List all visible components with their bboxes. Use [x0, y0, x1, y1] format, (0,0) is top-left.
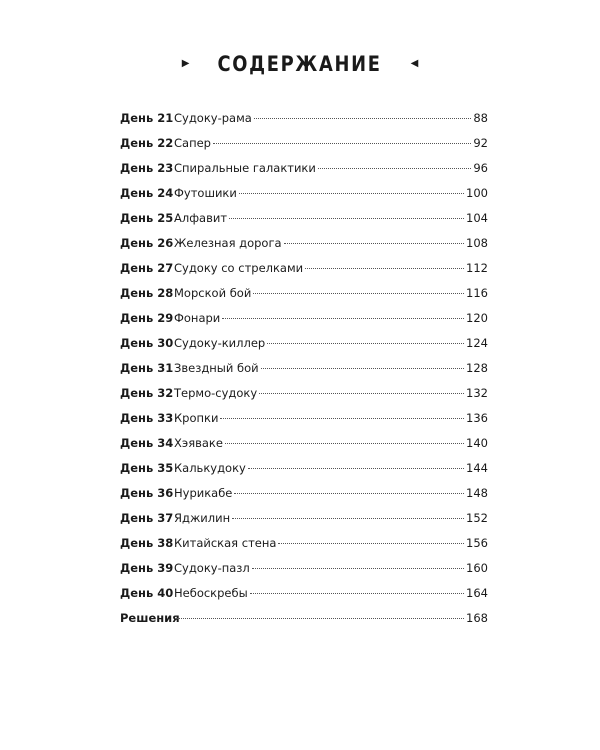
toc-page-number: 104 [466, 211, 488, 225]
toc-entry-title: Судоку-рама [174, 111, 252, 125]
toc-page-number: 112 [466, 261, 488, 275]
triangle-left-icon: ◀ [410, 58, 419, 69]
toc-day-label: День 27 [120, 261, 174, 275]
page-title: СОДЕРЖАНИЕ [217, 52, 383, 76]
toc-day-label: День 22 [120, 136, 174, 150]
toc-day-label: День 36 [120, 486, 174, 500]
toc-day-label: День 30 [120, 336, 174, 350]
dot-leader [220, 418, 464, 419]
dot-leader [318, 168, 472, 169]
toc-entry[interactable] [120, 581, 488, 606]
toc-entry-title: Сапер [174, 136, 211, 150]
toc-page-number: 160 [466, 561, 488, 575]
toc-entry[interactable] [120, 356, 488, 381]
toc-entry-title: Железная дорога [174, 236, 282, 250]
toc-page-number: 152 [466, 511, 488, 525]
toc-page-number: 116 [466, 286, 488, 300]
toc-day-label: День 28 [120, 286, 174, 300]
dot-leader [252, 568, 464, 569]
toc-page-number: 96 [473, 161, 488, 175]
toc-entry-title: Небоскребы [174, 586, 248, 600]
toc-entry-title: Калькудоку [174, 461, 246, 475]
dot-leader [176, 618, 464, 619]
toc-entry[interactable] [120, 181, 488, 206]
toc-entry[interactable] [120, 406, 488, 431]
toc-entry-solutions[interactable] [120, 606, 488, 631]
toc-page-number: 120 [466, 311, 488, 325]
toc-day-label: День 26 [120, 236, 174, 250]
toc-day-label: День 40 [120, 586, 174, 600]
toc-entry-title: Термо-судоку [174, 386, 258, 400]
toc-page-number: 108 [466, 236, 488, 250]
toc-day-label: День 32 [120, 386, 174, 400]
toc-entry[interactable] [120, 506, 488, 531]
dot-leader [234, 493, 464, 494]
toc-solutions-label: Решения [120, 611, 180, 625]
toc-page-number: 88 [473, 111, 488, 125]
toc-day-label: День 24 [120, 186, 174, 200]
toc-entry[interactable] [120, 456, 488, 481]
toc-entry[interactable] [120, 381, 488, 406]
toc-entry-title: Яджилин [174, 511, 231, 525]
dot-leader [261, 368, 464, 369]
toc-page-number: 128 [466, 361, 488, 375]
dot-leader [239, 193, 464, 194]
toc-day-label: День 34 [120, 436, 174, 450]
toc-entry[interactable] [120, 156, 488, 181]
toc-list [120, 106, 488, 631]
dot-leader [259, 393, 464, 394]
toc-entry[interactable] [120, 306, 488, 331]
toc-day-label: День 37 [120, 511, 174, 525]
contents-heading [0, 52, 600, 76]
toc-day-label: День 29 [120, 311, 174, 325]
toc-page-number: 144 [466, 461, 488, 475]
toc-page-number: 132 [466, 386, 488, 400]
toc-page-number: 136 [466, 411, 488, 425]
dot-leader [232, 518, 464, 519]
toc-entry[interactable] [120, 531, 488, 556]
dot-leader [250, 593, 464, 594]
dot-leader [213, 143, 471, 144]
dot-leader [253, 293, 464, 294]
dot-leader [284, 243, 464, 244]
toc-entry-title: Звездный бой [174, 361, 259, 375]
toc-page-number: 100 [466, 186, 488, 200]
dot-leader [229, 218, 464, 219]
toc-day-label: День 33 [120, 411, 174, 425]
toc-page-number: 124 [466, 336, 488, 350]
toc-entry[interactable] [120, 481, 488, 506]
toc-page-number: 92 [473, 136, 488, 150]
dot-leader [222, 318, 464, 319]
toc-page-number: 156 [466, 536, 488, 550]
toc-entry-title: Судоку-пазл [174, 561, 250, 575]
toc-day-label: День 39 [120, 561, 174, 575]
toc-day-label: День 38 [120, 536, 174, 550]
toc-entry-title: Китайская стена [174, 536, 277, 550]
toc-entry-title: Морской бой [174, 286, 252, 300]
toc-page-number: 148 [466, 486, 488, 500]
toc-day-label: День 31 [120, 361, 174, 375]
toc-entry-title: Футошики [174, 186, 237, 200]
toc-entry-title: Кропки [174, 411, 219, 425]
toc-entry-title: Алфавит [174, 211, 228, 225]
toc-entry-title: Хэяваке [174, 436, 223, 450]
dot-leader [225, 443, 464, 444]
toc-entry[interactable] [120, 231, 488, 256]
toc-day-label: День 25 [120, 211, 174, 225]
dot-leader [305, 268, 464, 269]
toc-day-label: День 21 [120, 111, 174, 125]
toc-day-label: День 23 [120, 161, 174, 175]
toc-entry[interactable] [120, 206, 488, 231]
toc-entry-title: Спиральные галактики [174, 161, 316, 175]
toc-entry-title: Нурикабе [174, 486, 233, 500]
toc-entry-title: Фонари [174, 311, 221, 325]
toc-entry[interactable] [120, 331, 488, 356]
toc-entry[interactable] [120, 556, 488, 581]
toc-entry[interactable] [120, 256, 488, 281]
dot-leader [254, 118, 472, 119]
triangle-right-icon: ▶ [181, 58, 190, 69]
toc-page-number: 140 [466, 436, 488, 450]
toc-entry-title: Судоку-киллер [174, 336, 266, 350]
toc-entry[interactable] [120, 281, 488, 306]
toc-entry[interactable] [120, 431, 488, 456]
toc-entry[interactable] [120, 131, 488, 156]
toc-page-number: 164 [466, 586, 488, 600]
toc-page-number: 168 [466, 611, 488, 625]
toc-day-label: День 35 [120, 461, 174, 475]
dot-leader [278, 543, 464, 544]
toc-entry-title: Судоку со стрелками [174, 261, 304, 275]
dot-leader [248, 468, 464, 469]
dot-leader [267, 343, 464, 344]
toc-entry[interactable] [120, 106, 488, 131]
